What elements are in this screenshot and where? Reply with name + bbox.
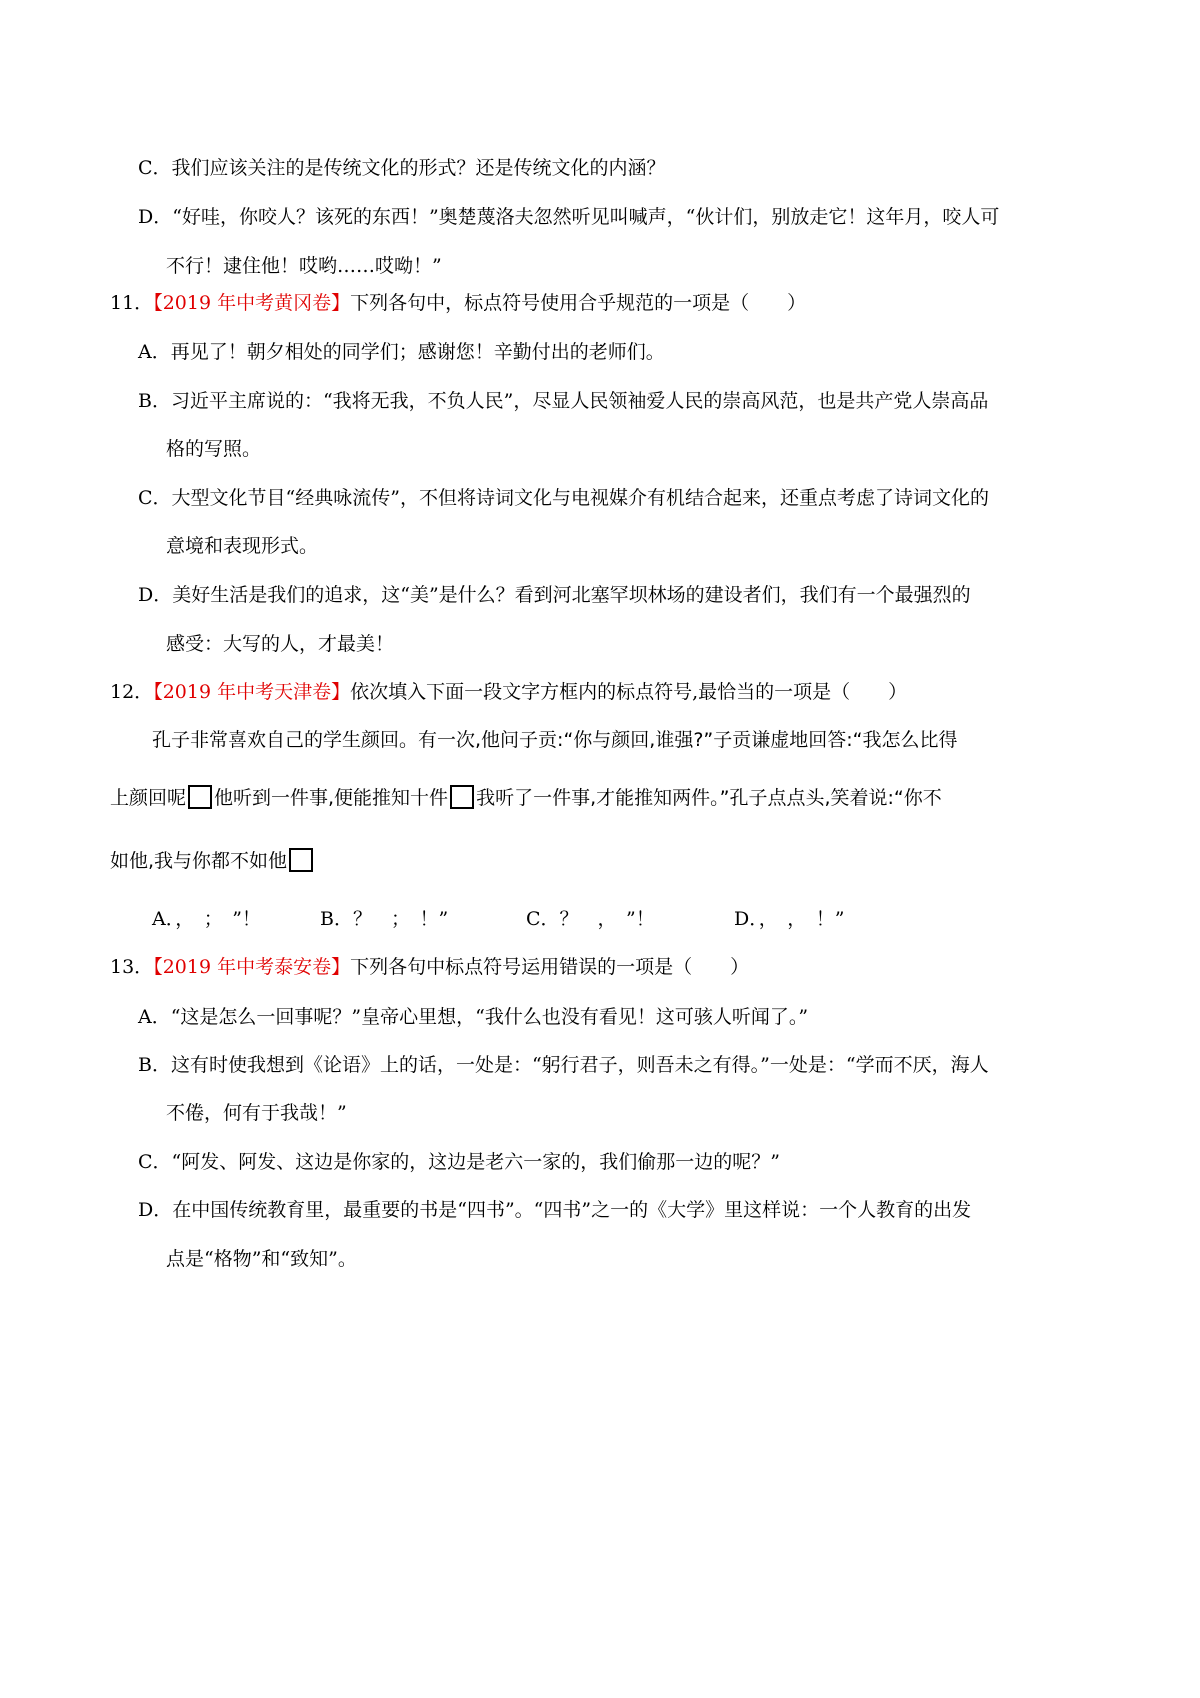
q10-option-d-line2: 不行！逮住他！哎哟……哎呦！”	[166, 255, 442, 277]
q11-option-a: A．再见了！朝夕相处的同学们；感谢您！辛勤付出的老师们。	[138, 341, 665, 363]
q13-option-b-line1: B．这有时使我想到《论语》上的话，一处是：“躬行君子，则吾未之有得。”一处是：“学而不厌，海人	[138, 1054, 989, 1076]
q11-option-d-line2: 感受：大写的人，才最美！	[166, 633, 395, 655]
q12-option-c: C．？ ， ”！	[526, 908, 655, 930]
q11-number: 11．	[110, 292, 154, 314]
q13-header	[110, 955, 749, 979]
q11-header	[110, 291, 806, 315]
q12-passage-segment: 他听到一件事,便能推知十件	[214, 787, 449, 809]
q10-option-d-line1: D．“好哇，你咬人？该死的东西！”奥楚蔑洛夫忽然听见叫喊声，“伙计们，别放走它！这年月，咬人可	[138, 206, 1000, 228]
q13-option-d-line1: D．在中国传统教育里，最重要的书是“四书”。“四书”之一的《大学》里这样说：一个人教育的出发	[138, 1199, 972, 1221]
q12-header	[110, 680, 907, 704]
q12-passage-segment: 上颜回呢	[110, 787, 187, 809]
q12-source: 【2019 年中考天津卷】	[153, 681, 351, 703]
q13-option-a: A．“这是怎么一回事呢？”皇帝心里想，“我什么也没有看见！这可骇人听闻了。”	[138, 1006, 809, 1028]
q12-number: 12．	[110, 681, 154, 703]
q13-option-d-line2: 点是“格物”和“致知”。	[166, 1248, 357, 1270]
q11-option-d-line1: D．美好生活是我们的追求，这“美”是什么？看到河北塞罕坝林场的建设者们，我们有一个最强烈的	[138, 584, 971, 606]
q11-source: 【2019 年中考黄冈卷】	[153, 292, 351, 314]
q12-stem: 依次填入下面一段文字方框内的标点符号,最恰当的一项是（ ）	[350, 681, 908, 703]
q10-option-c: C．我们应该关注的是传统文化的形式？还是传统文化的内涵？	[138, 157, 666, 179]
q11-stem: 下列各句中，标点符号使用合乎规范的一项是（ ）	[350, 292, 807, 314]
q13-option-c: C．“阿发、阿发、这边是你家的，这边是老六一家的，我们偷那一边的呢？”	[138, 1151, 780, 1173]
q12-option-a: A．， ； ”！	[152, 908, 261, 930]
q12-passage-segment: 如他,我与你都不如他	[110, 850, 288, 872]
q11-option-b-line2: 格的写照。	[166, 438, 262, 460]
q12-passage-segment: 我听了一件事,才能推知两件。”孔子点点头,笑着说:“你不	[476, 787, 942, 809]
q13-option-b-line2: 不倦，何有于我哉！”	[166, 1102, 347, 1124]
q13-number: 13．	[110, 956, 154, 978]
q12-passage-line2	[110, 785, 942, 810]
q12-passage-line1: 孔子非常喜欢自己的学生颜回。有一次,他问子贡:“你与颜回,谁强?”子贡谦虚地回答:“我怎么比得	[152, 729, 958, 751]
q11-option-b-line1: B．习近平主席说的：“我将无我，不负人民”，尽显人民领袖爱人民的崇高风范，也是共产党人崇高品	[138, 390, 989, 412]
q12-option-d: D．， ， ！”	[734, 908, 845, 930]
answer-box-2	[450, 785, 474, 809]
q11-option-c-line2: 意境和表现形式。	[166, 535, 319, 557]
q11-option-c-line1: C．大型文化节目“经典咏流传”，不但将诗词文化与电视媒介有机结合起来，还重点考虑了诗词文化的	[138, 487, 989, 509]
q13-source: 【2019 年中考泰安卷】	[153, 956, 351, 978]
answer-box-3	[289, 848, 313, 872]
q12-option-b: B．？ ； ！”	[320, 908, 449, 930]
q13-stem: 下列各句中标点符号运用错误的一项是（ ）	[350, 956, 750, 978]
q12-answer-options	[152, 907, 844, 931]
q12-passage-line3	[110, 848, 315, 873]
answer-box-1	[188, 785, 212, 809]
